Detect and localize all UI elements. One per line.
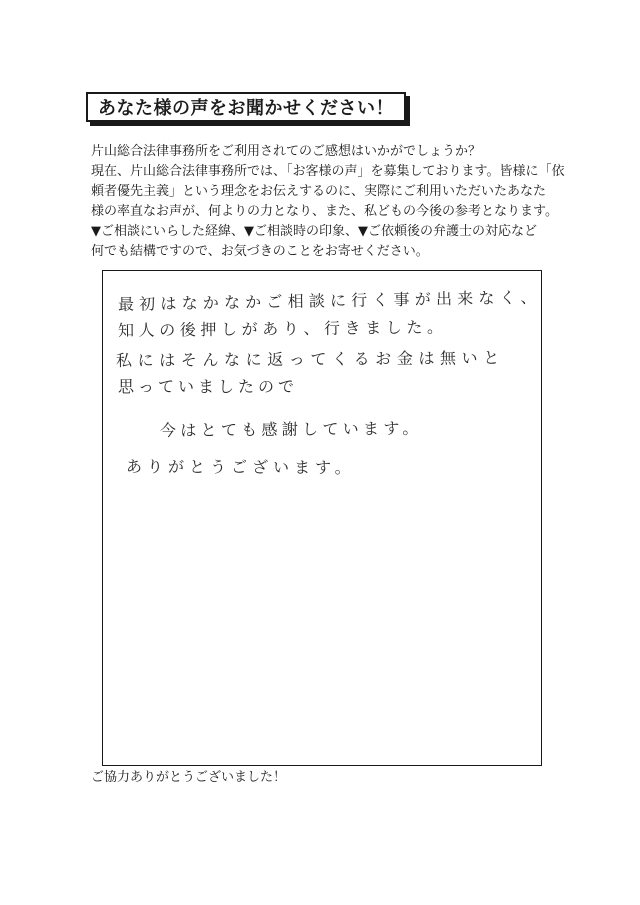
handwritten-line-2: 知人の後押しがあり、行きました。 bbox=[117, 317, 448, 340]
intro-line-5: ▼ご相談にいらした経緯、▼ご相談時の印象、▼ご依頼後の弁護士の対応など bbox=[91, 224, 537, 239]
intro-line-3: 頼者優先主義」という理念をお伝えするのに、実際にご利用いただいたあなた bbox=[91, 184, 547, 199]
handwritten-line-3: 私にはそんなに返ってくるお金は無いと bbox=[115, 348, 505, 370]
handwritten-line-1: 最初はなかなかご相談に行く事が出来なく、 bbox=[117, 287, 542, 314]
handwritten-answer-box bbox=[102, 270, 542, 766]
intro-paragraph bbox=[91, 142, 565, 262]
intro-line-6: 何でも結構ですので、お気づきのことをお寄せください。 bbox=[91, 244, 429, 259]
intro-line-1: 片山総合法律事務所をご利用されてのご感想はいかがでしょうか？ bbox=[91, 144, 482, 159]
intro-line-2: 現在、片山総合法律事務所では、「お客様の声」を募集しております。皆様に「依 bbox=[91, 164, 565, 179]
page-title: あなた様の声をお聞かせください！ bbox=[98, 98, 394, 119]
title-box bbox=[86, 92, 406, 122]
thank-you-footer: ご協力ありがとうございました！ bbox=[91, 770, 287, 785]
handwritten-line-6: ありがとうございます。 bbox=[125, 457, 356, 478]
intro-line-4: 様の率直なお声が、何よりの力となり、また、私どもの今後の参考となります。 bbox=[91, 204, 558, 219]
handwritten-line-4: 思っていましたので bbox=[118, 377, 299, 396]
handwritten-line-5: 今はとても感謝しています。 bbox=[159, 418, 423, 440]
